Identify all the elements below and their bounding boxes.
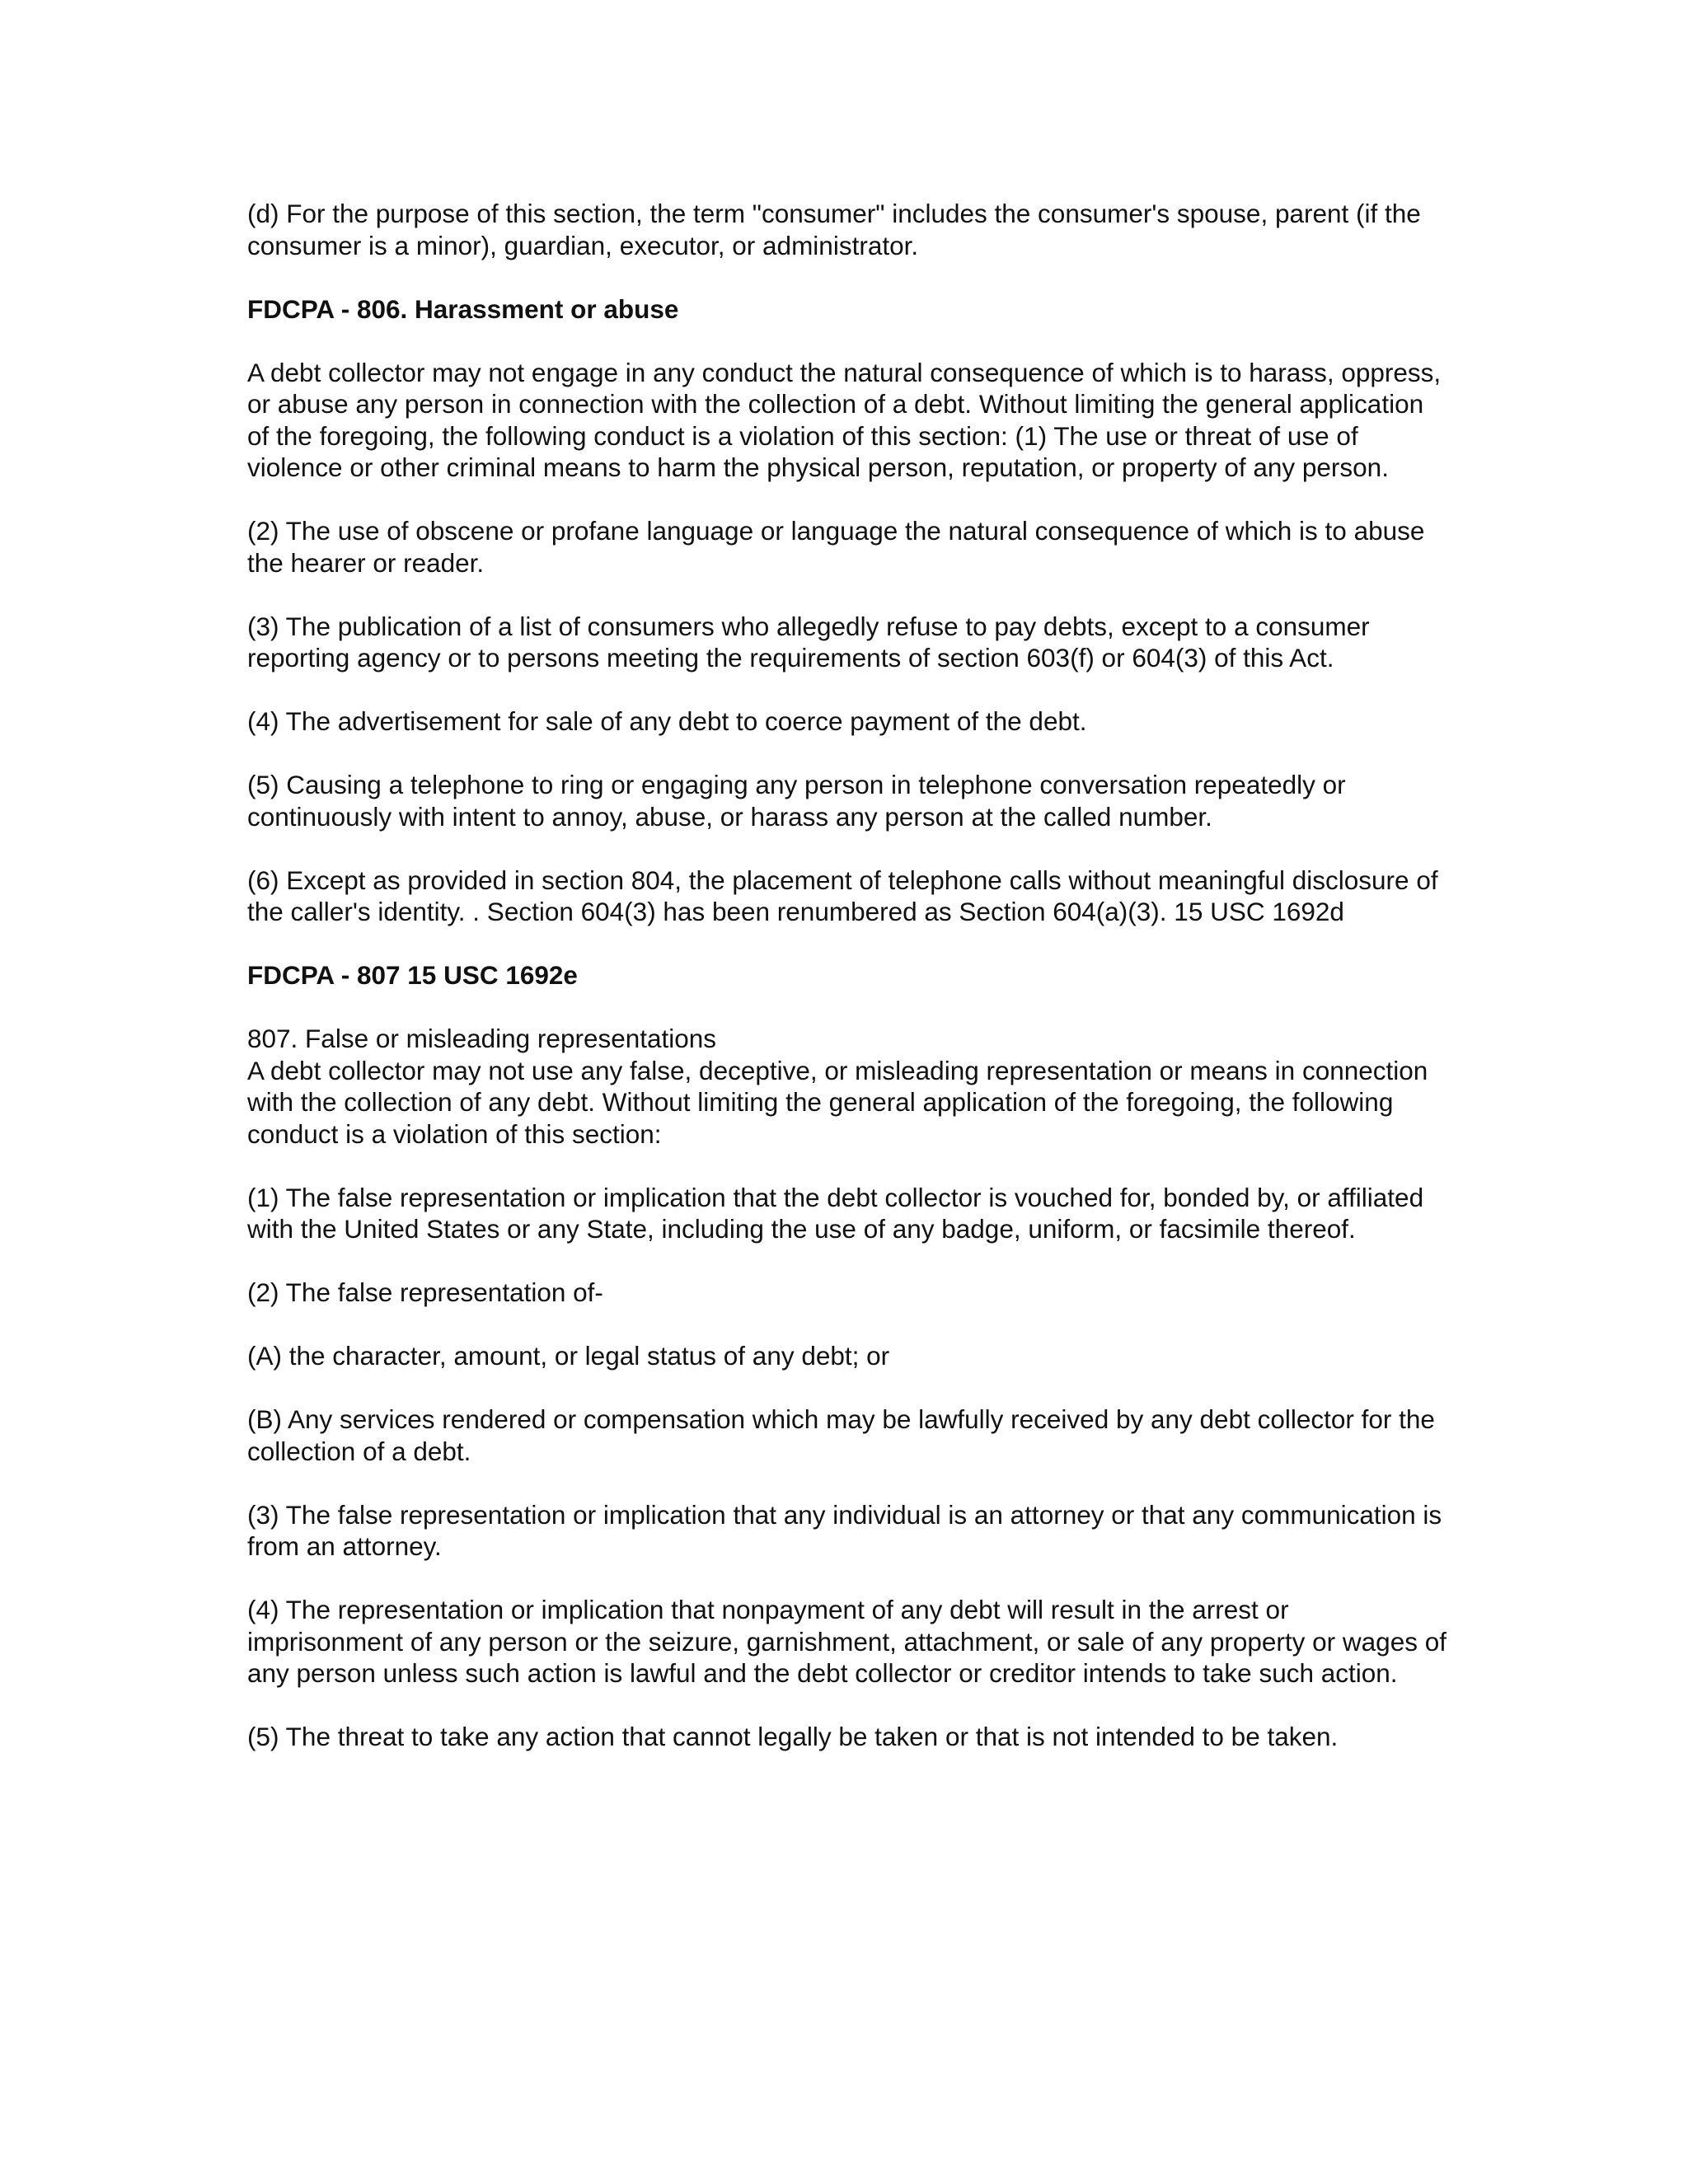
section-807-item-3: (3) The false representation or implication that any individual is an attorney or that any communication is from an attorney. xyxy=(247,1499,1442,1561)
section-806-item-3: (3) The publication of a list of consumers who allegedly refuse to pay debts, except to a consumer reporting agency or to persons meeting the requirements of section 603(f) or 604(3) of this Act. xyxy=(247,611,1370,673)
section-807-item-1: (1) The false representation or implication that the debt collector is vouched for, bonded by, or affiliated with the United States or any State, including the use of any badge, uniform, or facsimile thereof. xyxy=(247,1182,1424,1244)
section-806-intro: A debt collector may not engage in any conduct the natural consequence of which is to harass, oppress, or abuse any person in connection with the collection of a debt. Without limiting the general application of the foregoing, the following conduct is a violation of this section: (1) The use or threat of use of violence or other criminal means to harm the physical person, reputation, or property of any person. xyxy=(247,357,1442,482)
section-806-item-2: (2) The use of obscene or profane language or language the natural consequence of which is to abuse the hearer or reader. xyxy=(247,516,1425,578)
section-806-item-4: (4) The advertisement for sale of any debt to coerce payment of the debt. xyxy=(247,706,1087,736)
section-807-item-5: (5) The threat to take any action that cannot legally be taken or that is not intended to be taken. xyxy=(247,1722,1339,1751)
section-807-item-2a: (A) the character, amount, or legal status of any debt; or xyxy=(247,1341,890,1371)
section-807-subtitle: 807. False or misleading representations xyxy=(247,1024,717,1053)
section-807-item-2: (2) The false representation of- xyxy=(247,1277,603,1307)
section-807-intro: A debt collector may not use any false, deceptive, or misleading representation or means in connection with the collection of any debt. Without limiting the general application of the foregoing, the following conduct is a violation of this section: xyxy=(247,1055,1428,1149)
section-807-intro-block xyxy=(247,1023,1451,1150)
section-807-item-2b: (B) Any services rendered or compensation which may be lawfully received by any debt collector for the collection of a debt. xyxy=(247,1404,1435,1466)
section-806-item-5: (5) Causing a telephone to ring or engaging any person in telephone conversation repeatedly or continuously with intent to annoy, abuse, or harass any person at the called number. xyxy=(247,770,1346,832)
document-page xyxy=(247,198,1451,1784)
section-807-heading: FDCPA - 807 15 USC 1692e xyxy=(247,960,578,990)
section-806-heading: FDCPA - 806. Harassment or abuse xyxy=(247,293,679,324)
paragraph-d: (d) For the purpose of this section, the term "consumer" includes the consumer's spouse, parent (if the consumer is a minor), guardian, executor, or administrator. xyxy=(247,199,1421,260)
section-807-item-4: (4) The representation or implication that nonpayment of any debt will result in the arrest or imprisonment of any person or the seizure, garnishment, attachment, or sale of any property or wages of any person unless such action is lawful and the debt collector or creditor intends to take such action. xyxy=(247,1595,1447,1688)
section-806-item-6: (6) Except as provided in section 804, the placement of telephone calls without meaningful disclosure of the caller's identity. . Section 604(3) has been renumbered as Section 604(a)(3). 15 USC 1692d xyxy=(247,865,1438,926)
